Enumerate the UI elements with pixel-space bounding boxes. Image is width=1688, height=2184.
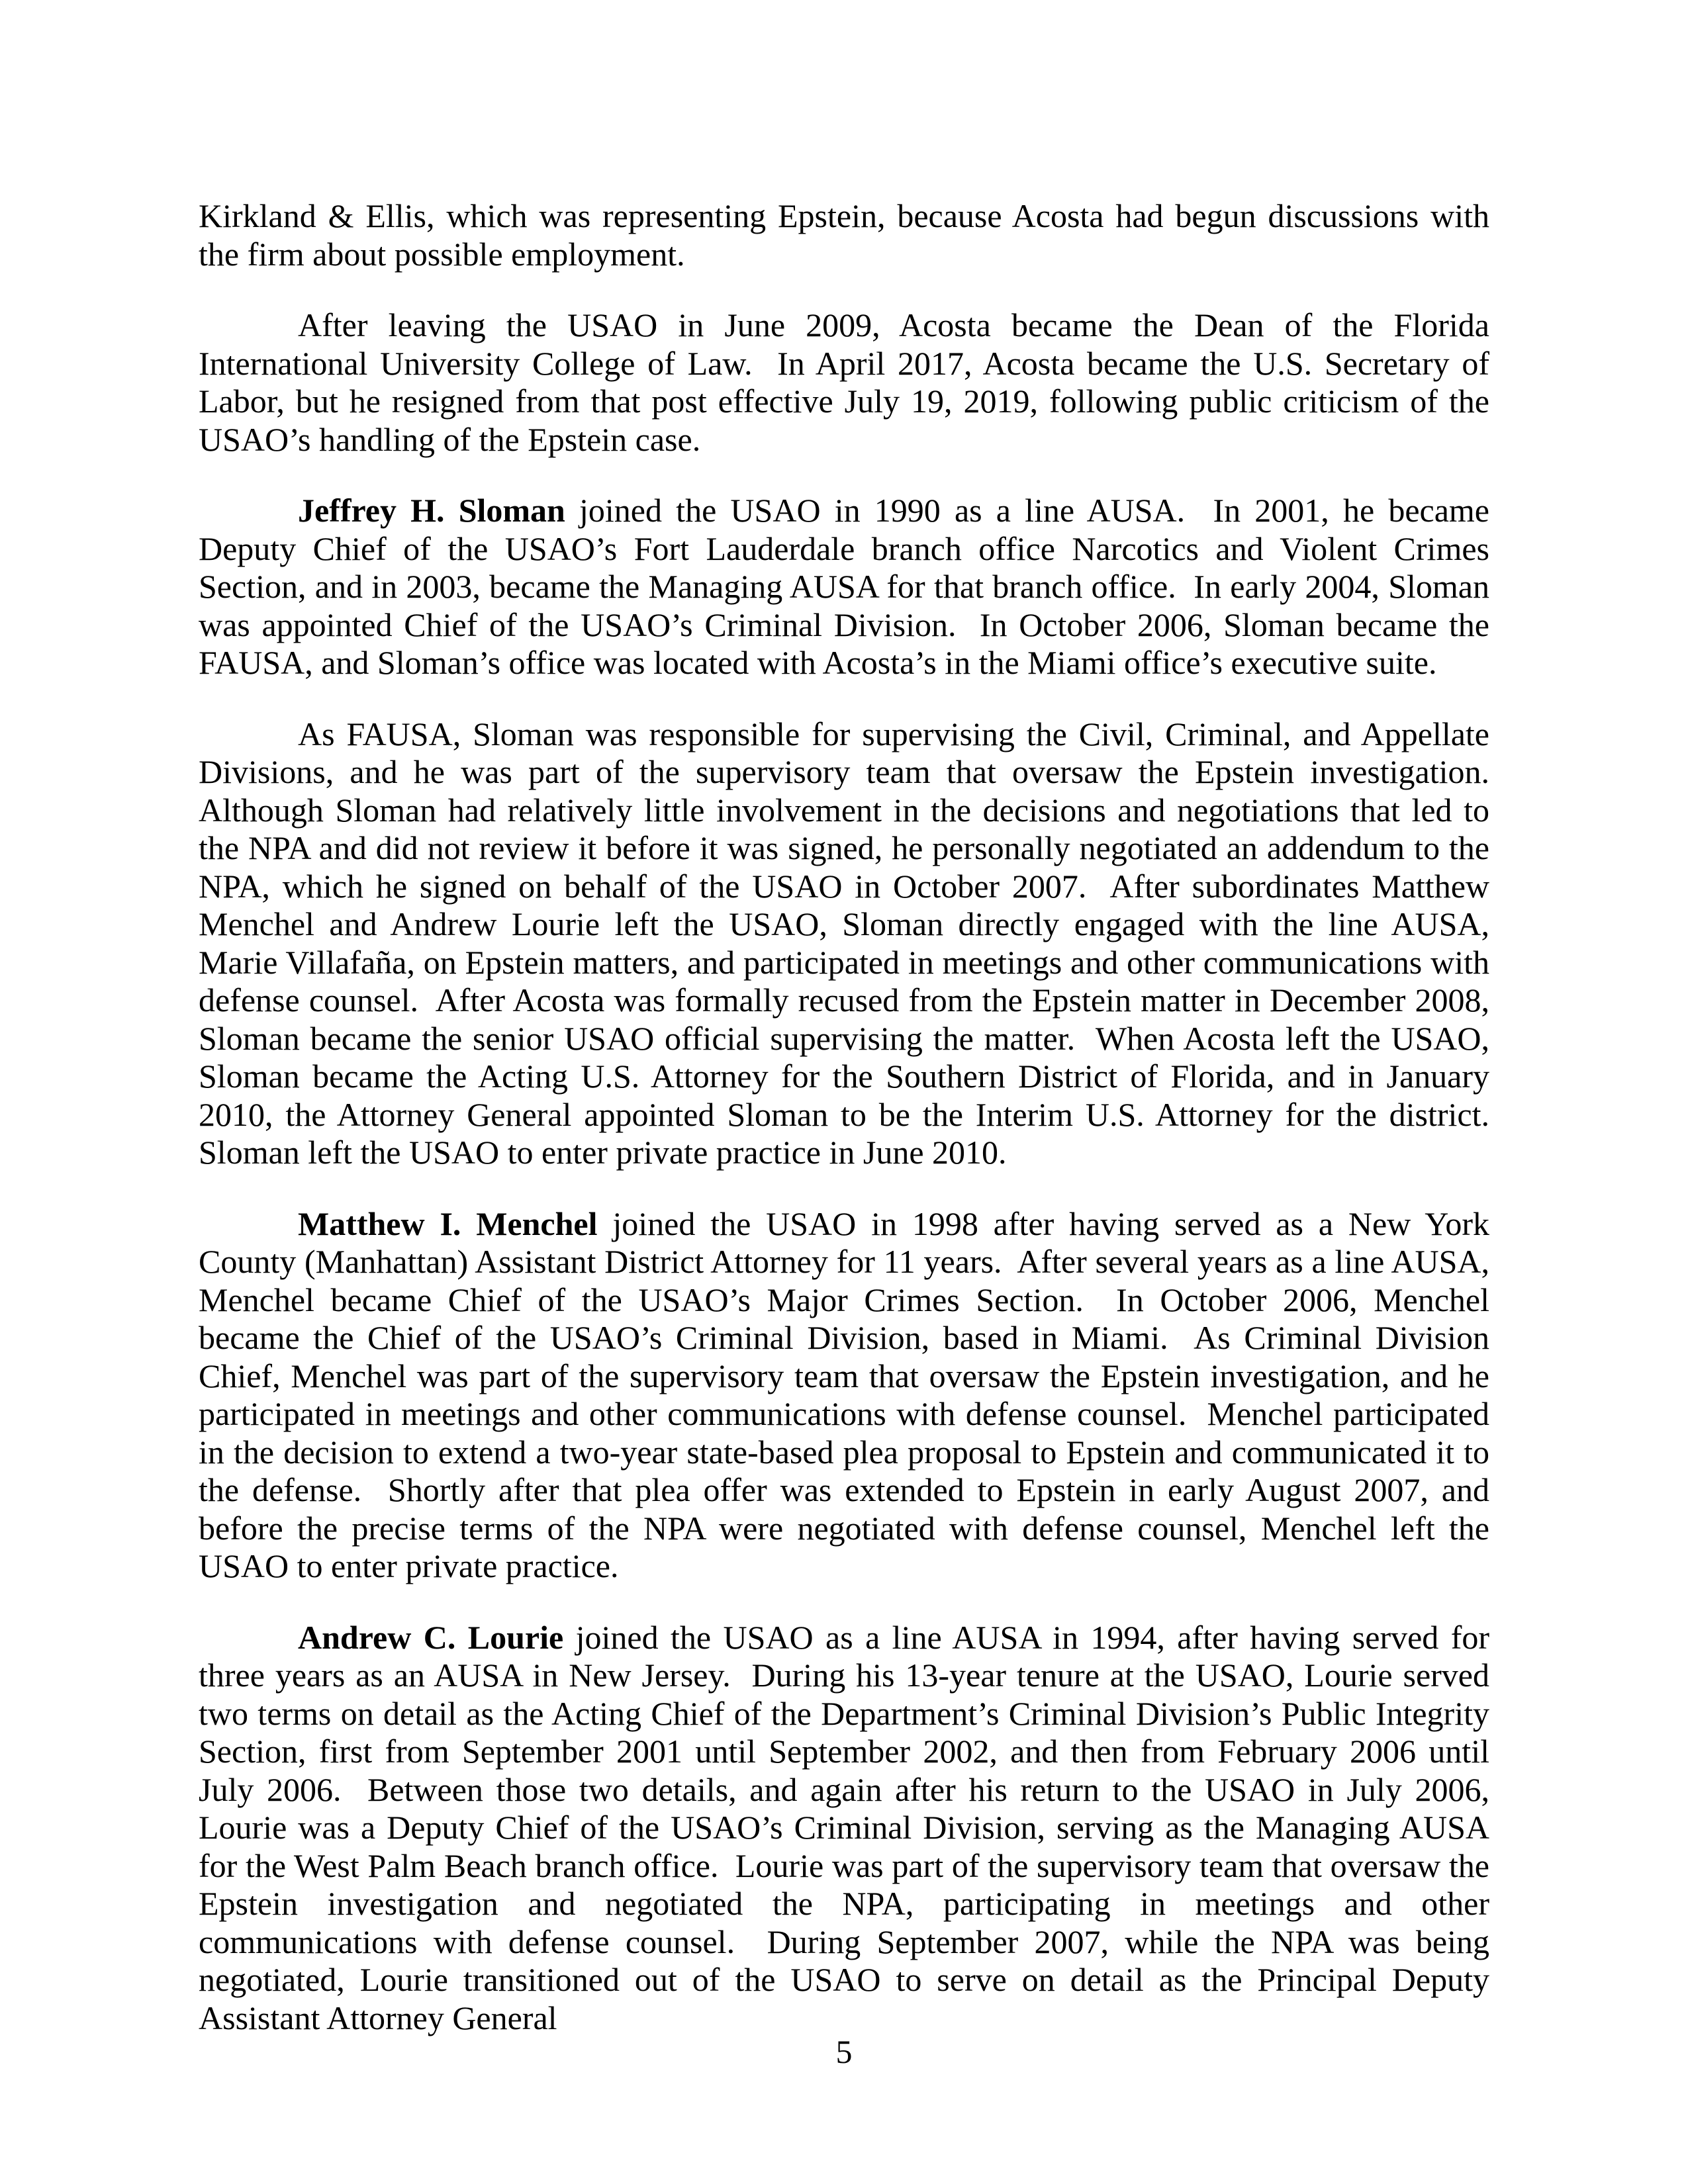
person-name-bold: Matthew I. Menchel [298, 1205, 598, 1242]
paragraph-text: Kirkland & Ellis, which was representing Epstein, because Acosta had begun discussions with the firm about possible employment. [199, 197, 1498, 273]
document-body [199, 197, 1506, 2037]
paragraph [199, 715, 1506, 1172]
paragraph [199, 1205, 1498, 1586]
person-name-bold: Jeffrey H. Sloman [298, 492, 565, 529]
page-number: 5 [835, 2033, 853, 2070]
paragraph [199, 492, 1498, 682]
paragraph-text: joined the USAO in 1998 after having served as a New York County (Manhattan) Assistant District Attorney for 11 years. After several years as a line AUSA, Menchel became Chief of the USAO’s Major Crimes Section. In October 2006, Menchel became the Chief of the USAO’s Criminal Division, based in Miami. As Criminal Division Chief, Menchel was part of the supervisory team that oversaw the Epstein investigation, and he participated in meetings and other communications with defense counsel. Menchel participated in the decision to extend a two-year state-based plea proposal to Epstein and communicated it to the defense. Shortly after that plea offer was extended to Epstein in early August 2007, and before the precise terms of the NPA were negotiated with defense counsel, Menchel left the USAO to enter private practice. [199, 1205, 1498, 1584]
paragraph [199, 1618, 1498, 2038]
paragraph-text: As FAUSA, Sloman was responsible for supervising the Civil, Criminal, and Appellate Divisions, and he was part of the supervisory team that oversaw the Epstein investigation. Although Sloman had relatively little involvement in the decisions and negotiations that led to the NPA and did not review it before it was signed, he personally negotiated an addendum to the NPA, which he signed on behalf of the USAO in October 2007. After subordinates Matthew Menchel and Andrew Lourie left the USAO, Sloman directly engaged with the line AUSA, Marie Villafaña, on Epstein matters, and participated in meetings and other communications with defense counsel. After Acosta was formally recused from the Epstein matter in December 2008, Sloman became the senior USAO official supervising the matter. When Acosta left the USAO, Sloman became the Acting U.S. Attorney for the Southern District of Florida, and in January 2010, the Attorney General appointed Sloman to be the Interim U.S. Attorney for the district. Sloman left the USAO to enter private practice in June 2010. [199, 715, 1506, 1171]
paragraph-text: joined the USAO as a line AUSA in 1994, after having served for three years as an AUSA in New Jersey. During his 13-year tenure at the USAO, Lourie served two terms on detail as the Acting Chief of the Department’s Criminal Division’s Public Integrity Section, first from September 2001 until September 2002, and then from February 2006 until July 2006. Between those two details, and again after his return to the USAO in July 2006, Lourie was a Deputy Chief of the USAO’s Criminal Division, serving as the Managing AUSA for the West Palm Beach branch office. Lourie was part of the supervisory team that oversaw the Epstein investigation and negotiated the NPA, participating in meetings and other communications with defense counsel. During September 2007, while the NPA was being negotiated, Lourie transitioned out of the USAO to serve on detail as the Principal Deputy Assistant Attorney General [199, 1618, 1498, 2036]
paragraph-text: After leaving the USAO in June 2009, Acosta became the Dean of the Florida International University College of Law. In April 2017, Acosta became the U.S. Secretary of Labor, but he resigned from that post effective July 19, 2019, following public criticism of the USAO’s handling of the Epstein case. [199, 306, 1498, 458]
paragraph-text: joined the USAO in 1990 as a line AUSA. In 2001, he became Deputy Chief of the USAO’s Fort Lauderdale branch office Narcotics and Violent Crimes Section, and in 2003, became the Managing AUSA for that branch office. In early 2004, Sloman was appointed Chief of the USAO’s Criminal Division. In October 2006, Sloman became the FAUSA, and Sloman’s office was located with Acosta’s in the Miami office’s executive suite. [199, 492, 1498, 681]
paragraph [199, 306, 1498, 459]
person-name-bold: Andrew C. Lourie [298, 1618, 564, 1656]
paragraph [199, 197, 1498, 273]
